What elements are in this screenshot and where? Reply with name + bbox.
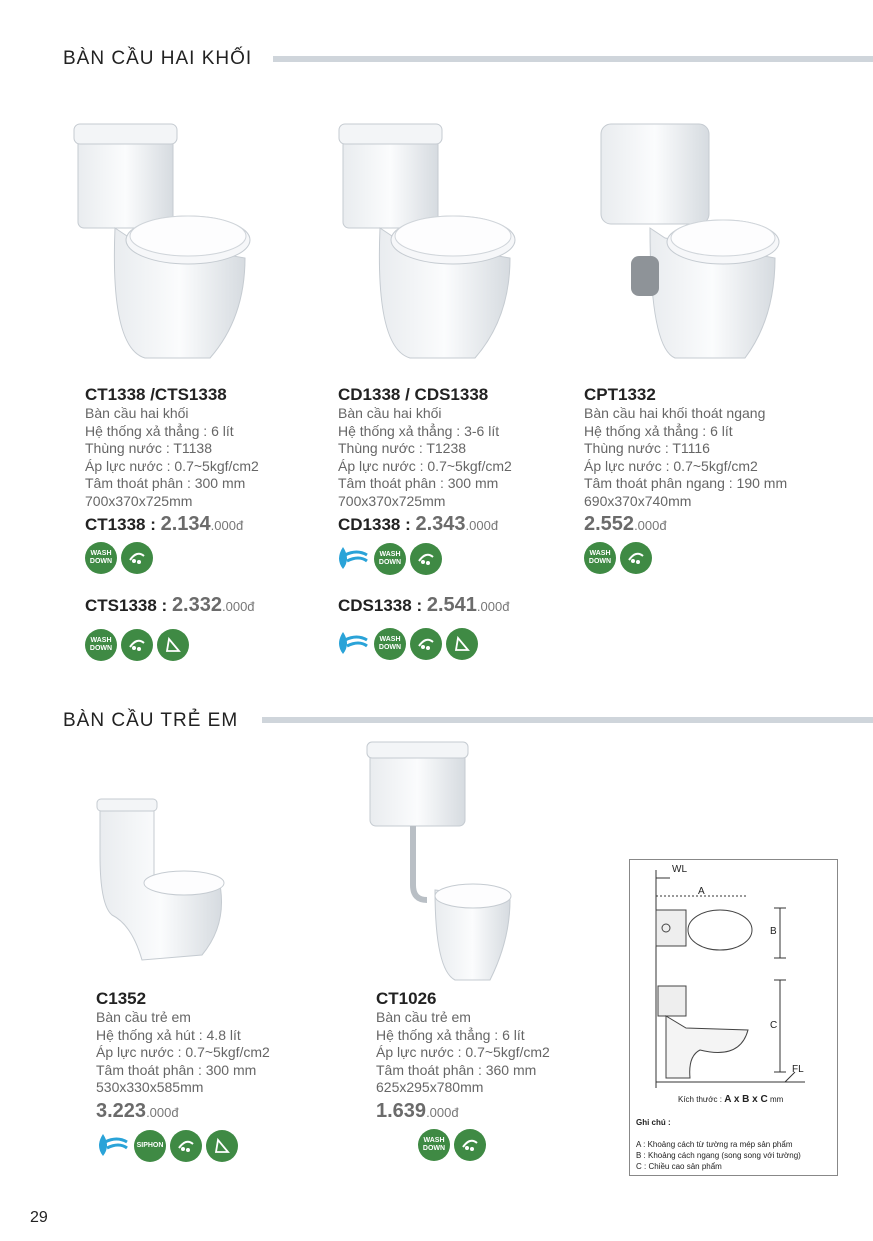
wash-down-badge: WASH DOWN [418,1129,450,1161]
price-unit: .000đ [222,599,255,614]
spec-line: 700x370x725mm [85,492,193,509]
diagram-label-c: C [770,1020,778,1031]
note-c: C : Chiều cao sản phẩm [636,1162,722,1171]
spec-line: Tâm thoát phân ngang : 190 mm [584,475,788,491]
price-separator: : [156,596,172,615]
diagram-label-b: B [770,926,777,937]
feature-badges [584,542,787,574]
dimension-diagram [629,859,838,1176]
wash-down-badge: WASH DOWN [374,543,406,575]
water-saving-icon [90,1129,130,1163]
water-saving-icon [330,542,370,576]
product-specs [338,405,512,510]
product-specs [85,405,259,510]
section-divider [273,56,873,62]
price-value: 2.134 [160,513,211,535]
product-cpt1332 [584,385,787,574]
spec-line: Tâm thoát phân : 300 mm [338,475,499,491]
spec-line: Tâm thoát phân : 300 mm [85,475,246,491]
diagram-label-a: A [698,886,705,897]
spec-line: Hệ thống xả thẳng : 6 lít [85,422,234,439]
diagram-drawing [630,860,837,1100]
toilet-image-c1352 [92,795,232,975]
soft-close-icon [206,1130,238,1162]
dual-flush-icon [620,542,652,574]
product-ct1338 [85,385,259,661]
product-code: C1352 [96,989,147,1008]
size-formula: A x B x C [724,1094,768,1105]
price-unit: .000đ [426,1104,459,1120]
wash-down-badge: WASH DOWN [374,628,406,660]
price-unit: .000đ [465,518,499,533]
feature-badges [90,1129,270,1163]
spec-line: Bàn cầu hai khối [85,405,189,421]
price-separator: : [400,515,416,534]
spec-line: Áp lực nước : 0.7~5kgf/cm2 [376,1044,550,1060]
price-separator: : [145,515,161,534]
price-separator: : [411,596,427,615]
spec-line: 700x370x725mm [338,492,446,509]
price-value: 1.639 [376,1099,427,1122]
price-value: 2.343 [415,513,466,535]
price-line [376,1100,550,1123]
diagram-label-fl: FL [792,1064,804,1075]
spec-line: Hệ thống xả thẳng : 3-6 lít [338,422,500,439]
spec-line: Thùng nước : T1138 [85,440,212,456]
feature-badges [418,1129,550,1161]
spec-line: Áp lực nước : 0.7~5kgf/cm2 [96,1044,270,1060]
size-unit: mm [769,1095,784,1104]
section-divider [262,717,873,723]
soft-close-icon [446,628,478,660]
product-ct1026 [376,989,550,1161]
spec-line: Bàn cầu hai khối [338,405,442,421]
spec-line: 625x295x780mm [376,1079,484,1095]
spec-line: Áp lực nước : 0.7~5kgf/cm2 [338,457,512,474]
wash-down-badge: WASH DOWN [85,542,117,574]
spec-line: Bàn cầu trẻ em [96,1009,191,1025]
siphon-badge: SIPHON [134,1130,166,1162]
feature-badges [85,629,259,661]
diagram-label-wl: WL [672,864,687,875]
price-value: 2.541 [426,594,477,616]
price-unit: .000đ [210,518,244,533]
product-code: CT1026 [376,989,437,1008]
notes-title: Ghi chú : [636,1118,671,1127]
variant-code: CTS1338 [85,596,157,615]
dual-flush-icon [454,1129,486,1161]
product-cd1338 [338,385,512,661]
dual-flush-icon [410,628,442,660]
spec-line: Áp lực nước : 0.7~5kgf/cm2 [85,457,259,474]
product-code: CPT1332 [584,385,656,404]
price-value: 2.552 [584,513,635,535]
spec-line: Thùng nước : T1116 [584,440,710,456]
spec-line: Tâm thoát phân : 360 mm [376,1061,537,1078]
price-line [584,513,787,536]
product-specs [584,405,787,510]
spec-line: Bàn cầu trẻ em [376,1009,471,1025]
spec-line: Áp lực nước : 0.7~5kgf/cm2 [584,457,758,474]
page-number: 29 [30,1209,48,1226]
variant-code: CDS1338 [338,596,412,615]
product-code: CD1338 / CDS1338 [338,385,489,404]
section-title-kids: BÀN CẦU TRẺ EM [63,710,239,731]
feature-badges [330,627,512,661]
price-line [338,513,512,536]
dual-flush-icon [121,629,153,661]
spec-line: Hệ thống xả thẳng : 6 lít [376,1026,525,1043]
price-line [338,594,512,617]
spec-line: Thùng nước : T1238 [338,440,467,456]
price-value: 2.332 [171,594,222,616]
spec-line: 530x330x585mm [96,1079,204,1095]
spec-line: Bàn cầu hai khối thoát ngang [584,405,766,421]
dual-flush-icon [410,543,442,575]
toilet-image-ct1338 [70,118,255,368]
feature-badges [85,542,259,574]
feature-badges [330,542,512,576]
variant-code: CT1338 [85,515,146,534]
dual-flush-icon [121,542,153,574]
wash-down-badge: WASH DOWN [85,629,117,661]
spec-line: 690x370x740mm [584,492,692,509]
note-a: A : Khoảng cách từ tường ra mép sản phẩm [636,1140,793,1149]
price-line [85,594,259,617]
spec-line: Tâm thoát phân : 300 mm [96,1061,257,1078]
variant-code: CD1338 [338,515,401,534]
product-c1352 [96,989,270,1163]
water-saving-icon [330,627,370,661]
section-title-two-piece: BÀN CẦU HAI KHỐI [63,48,253,69]
price-unit: .000đ [634,518,667,533]
spec-line: Hệ thống xả hút : 4.8 lít [96,1026,241,1043]
price-unit: .000đ [476,599,510,614]
soft-close-icon [157,629,189,661]
product-specs [376,1009,550,1097]
size-label: Kích thước : [678,1095,722,1104]
product-specs [96,1009,270,1097]
toilet-image-ct1026 [365,740,515,985]
toilet-image-cd1338 [335,118,520,368]
price-line [96,1100,270,1123]
spec-line: Hệ thống xả thẳng : 6 lít [584,422,733,439]
diagram-size-note [678,1094,783,1105]
wash-down-badge: WASH DOWN [584,542,616,574]
note-b: B : Khoảng cách ngang (song song với tường) [636,1151,801,1160]
dual-flush-icon [170,1130,202,1162]
product-code: CT1338 /CTS1338 [85,385,227,404]
price-line [85,513,259,536]
price-unit: .000đ [146,1104,179,1120]
toilet-image-cpt1332 [595,118,785,368]
price-value: 3.223 [96,1099,147,1122]
